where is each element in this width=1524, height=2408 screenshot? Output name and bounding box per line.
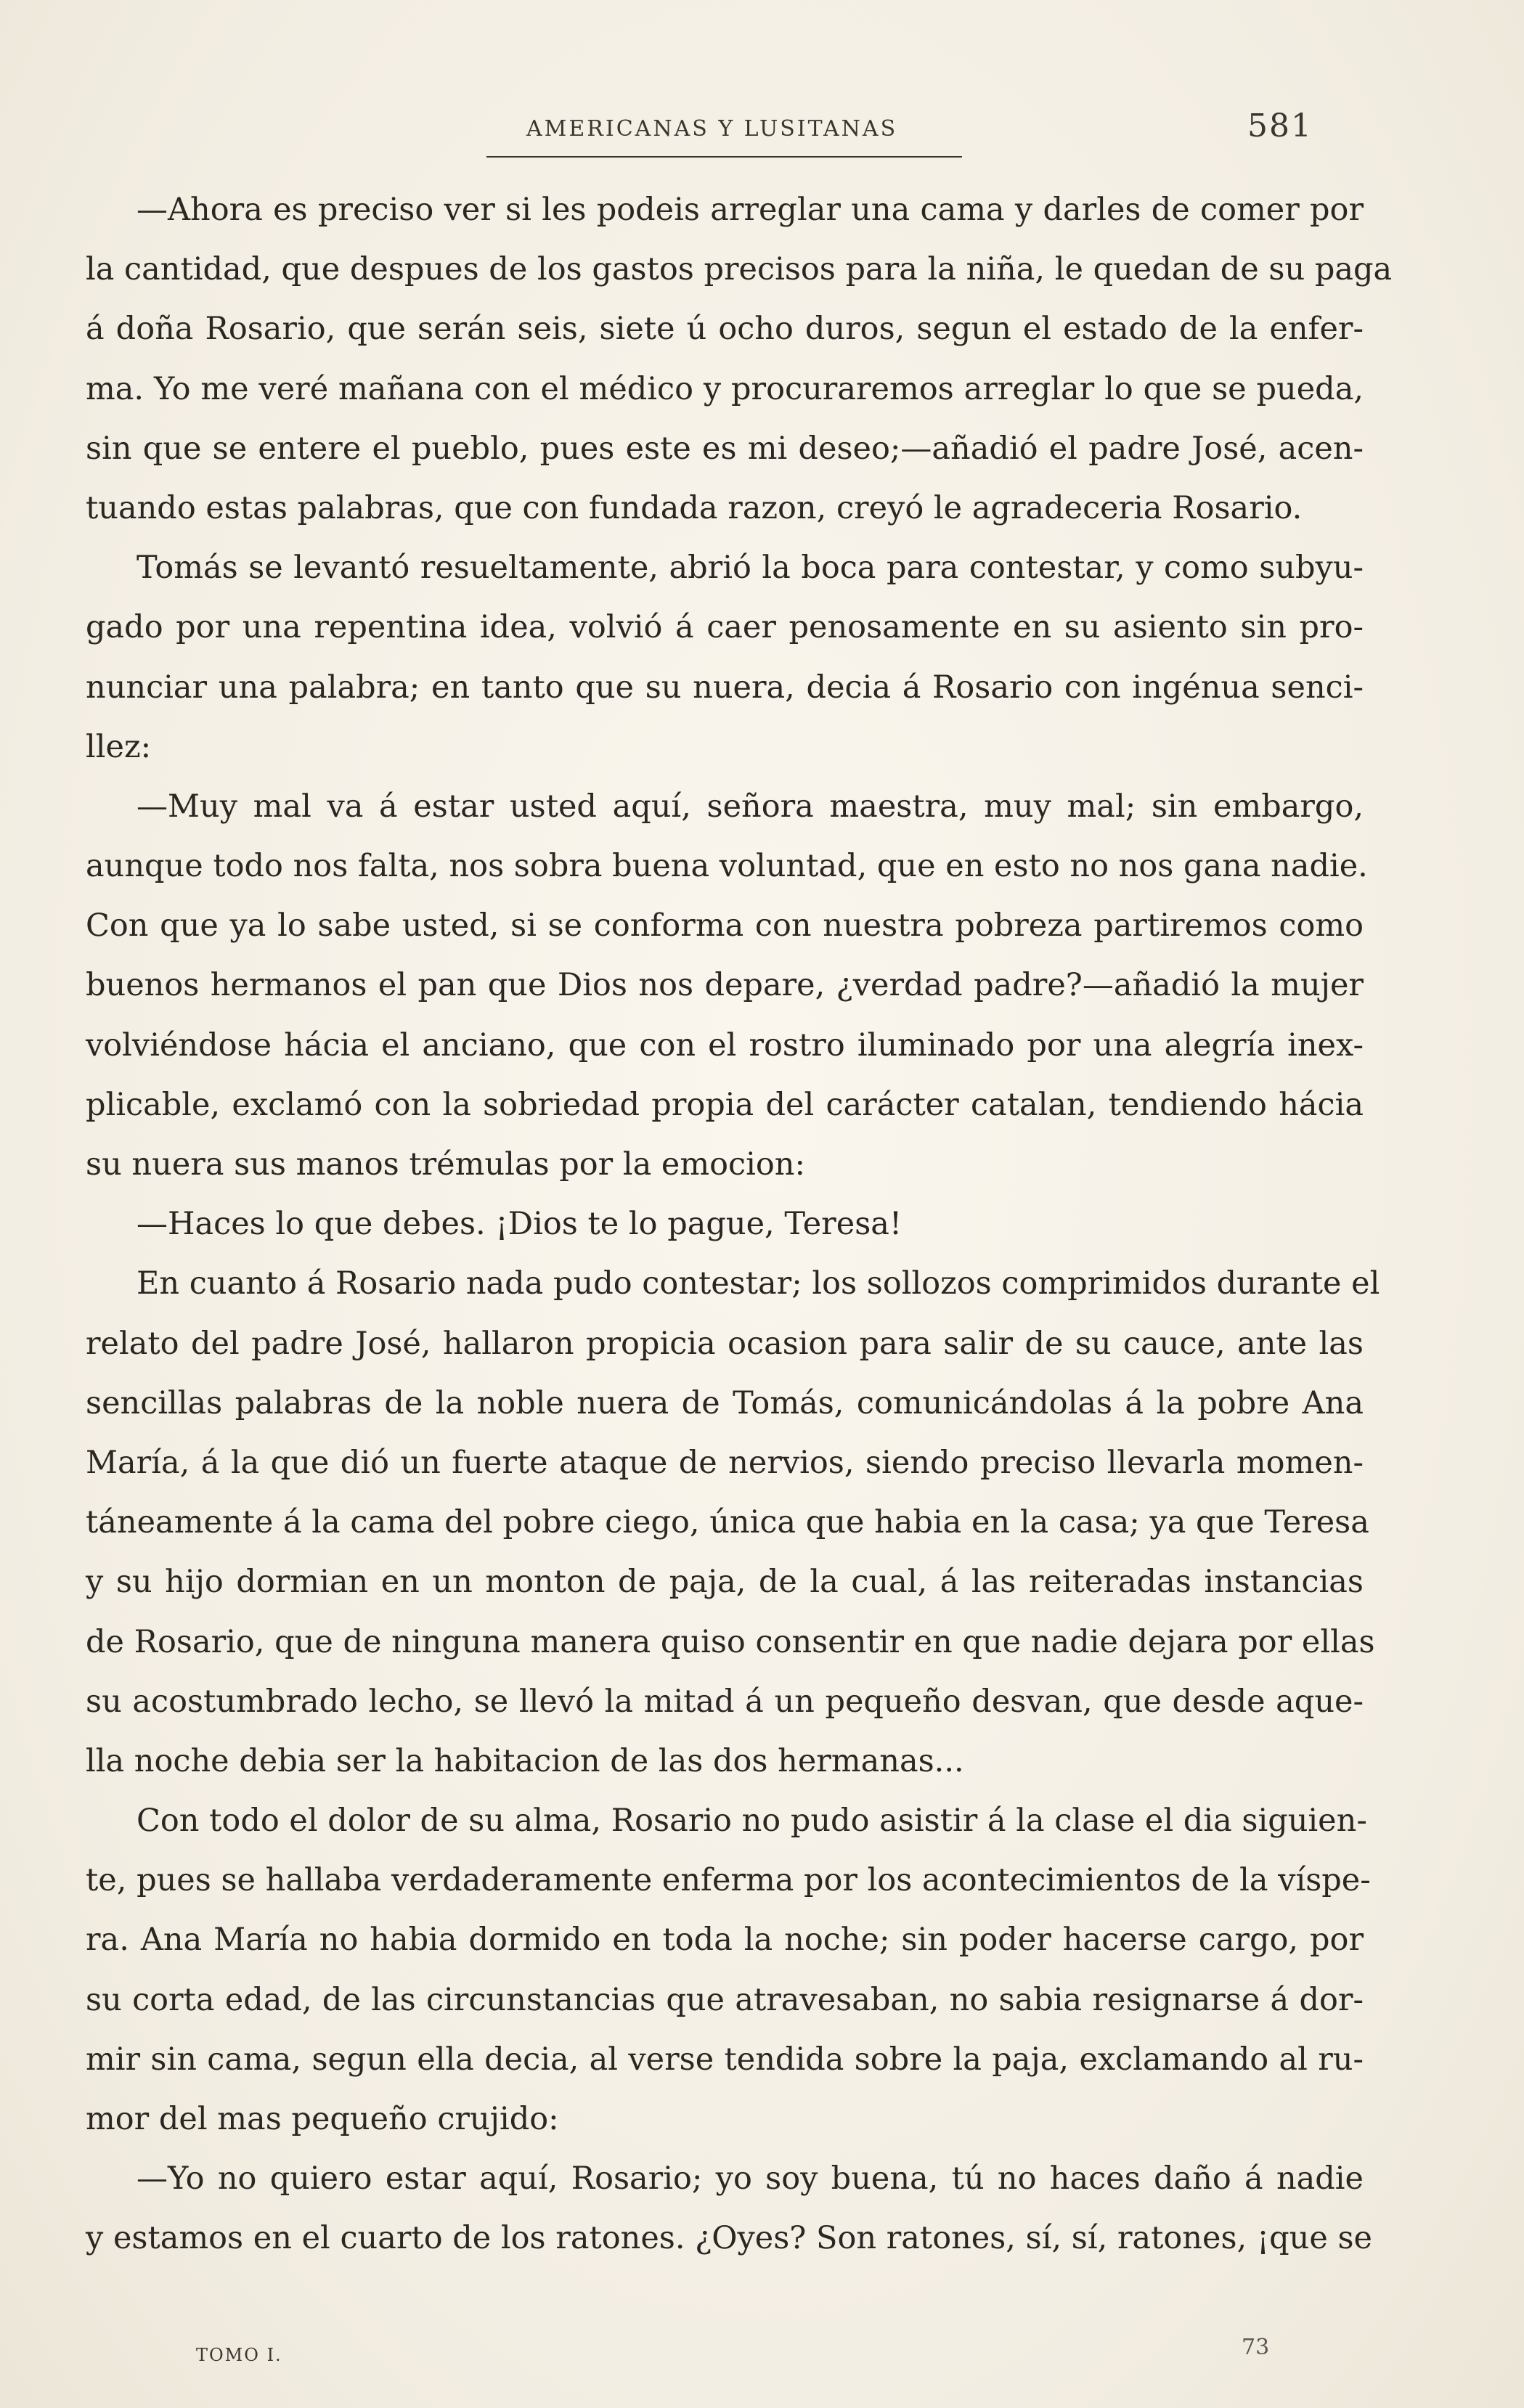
text-line: y su hijo dormian en un monton de paja, de la cual, á las reiteradas instancias [86, 1564, 1364, 1601]
text-line: nunciar una palabra; en tanto que su nuera, decia á Rosario con ingénua senci- [86, 669, 1364, 706]
text-line: María, á la que dió un fuerte ataque de nervios, siendo preciso llevarla momen- [86, 1444, 1364, 1481]
text-line: —Ahora es preciso ver si les podeis arreglar una cama y darles de comer por [136, 192, 1364, 228]
text-line: ma. Yo me veré mañana con el médico y procuraremos arreglar lo que se pueda, [86, 370, 1364, 407]
page-number: 581 [1247, 107, 1313, 144]
text-line: tuando estas palabras, que con fundada razon, creyó le agradeceria Rosario. [86, 489, 1303, 526]
text-line: su acostumbrado lecho, se llevó la mitad á un pequeño desvan, que desde aque- [86, 1683, 1364, 1720]
signature-mark: 73 [1242, 2335, 1270, 2360]
text-line: aunque todo nos falta, nos sobra buena voluntad, que en esto no nos gana nadie. [86, 848, 1368, 885]
running-title: AMERICANAS Y LUSITANAS [526, 116, 898, 142]
text-line: Con que ya lo sabe usted, si se conforma con nuestra pobreza partiremos como [86, 907, 1364, 944]
text-line: te, pues se hallaba verdaderamente enferma por los acontecimientos de la víspe- [86, 1862, 1371, 1899]
text-line: gado por una repentina idea, volvió á caer penosamente en su asiento sin pro- [86, 609, 1364, 646]
text-line: En cuanto á Rosario nada pudo contestar; los sollozos comprimidos durante el [136, 1265, 1380, 1302]
text-line: Tomás se levantó resueltamente, abrió la boca para contestar, y como subyu- [136, 550, 1364, 587]
text-line: de Rosario, que de ninguna manera quiso consentir en que nadie dejara por ellas [86, 1623, 1375, 1660]
text-line: su nuera sus manos trémulas por la emocion: [86, 1146, 805, 1183]
text-line: —Muy mal va á estar usted aquí, señora maestra, muy mal; sin embargo, [136, 788, 1364, 825]
text-line: su corta edad, de las circunstancias que atravesaban, no sabia resignarse á dor- [86, 1981, 1364, 2018]
text-line: llez: [86, 728, 152, 765]
text-line: relato del padre José, hallaron propicia ocasion para salir de su cauce, ante las [86, 1325, 1364, 1362]
text-line: ra. Ana María no habia dormido en toda la noche; sin poder hacerse cargo, por [86, 1922, 1364, 1959]
text-line: táneamente á la cama del pobre ciego, única que habia en la casa; ya que Teresa [86, 1504, 1369, 1541]
text-line: plicable, exclamó con la sobriedad propia del carácter catalan, tendiendo hácia [86, 1086, 1364, 1123]
text-line: volviéndose hácia el anciano, que con el rostro iluminado por una alegría inex- [86, 1027, 1364, 1064]
running-head [0, 107, 1524, 160]
text-line: y estamos en el cuarto de los ratones. ¿Oyes? Son ratones, sí, sí, ratones, ¡que se [86, 2220, 1372, 2257]
text-line: Con todo el dolor de su alma, Rosario no pudo asistir á la clase el dia siguien- [136, 1803, 1367, 1840]
text-line: mir sin cama, segun ella decia, al verse tendida sobre la paja, exclamando al ru- [86, 2041, 1364, 2078]
text-line: —Haces lo que debes. ¡Dios te lo pague, Teresa! [136, 1206, 902, 1243]
text-line: lla noche debia ser la habitacion de las dos hermanas... [86, 1742, 964, 1779]
page-footer [0, 2335, 1524, 2381]
body-text [86, 180, 1393, 2269]
text-line: la cantidad, que despues de los gastos precisos para la niña, le quedan de su paga [86, 251, 1393, 288]
text-line: sin que se entere el pueblo, pues este es mi deseo;—añadió el padre José, acen- [86, 430, 1364, 467]
text-line: mor del mas pequeño crujido: [86, 2101, 559, 2137]
header-rule [486, 156, 962, 158]
volume-label: TOMO I. [196, 2345, 282, 2365]
text-line: sencillas palabras de la noble nuera de Tomás, comunicándolas á la pobre Ana [86, 1384, 1364, 1421]
text-line: á doña Rosario, que serán seis, siete ú ocho duros, segun el estado de la enfer- [86, 311, 1364, 348]
text-line: —Yo no quiero estar aquí, Rosario; yo soy buena, tú no haces daño á nadie [136, 2160, 1364, 2197]
text-line: buenos hermanos el pan que Dios nos depare, ¿verdad padre?—añadió la mujer [86, 967, 1364, 1004]
